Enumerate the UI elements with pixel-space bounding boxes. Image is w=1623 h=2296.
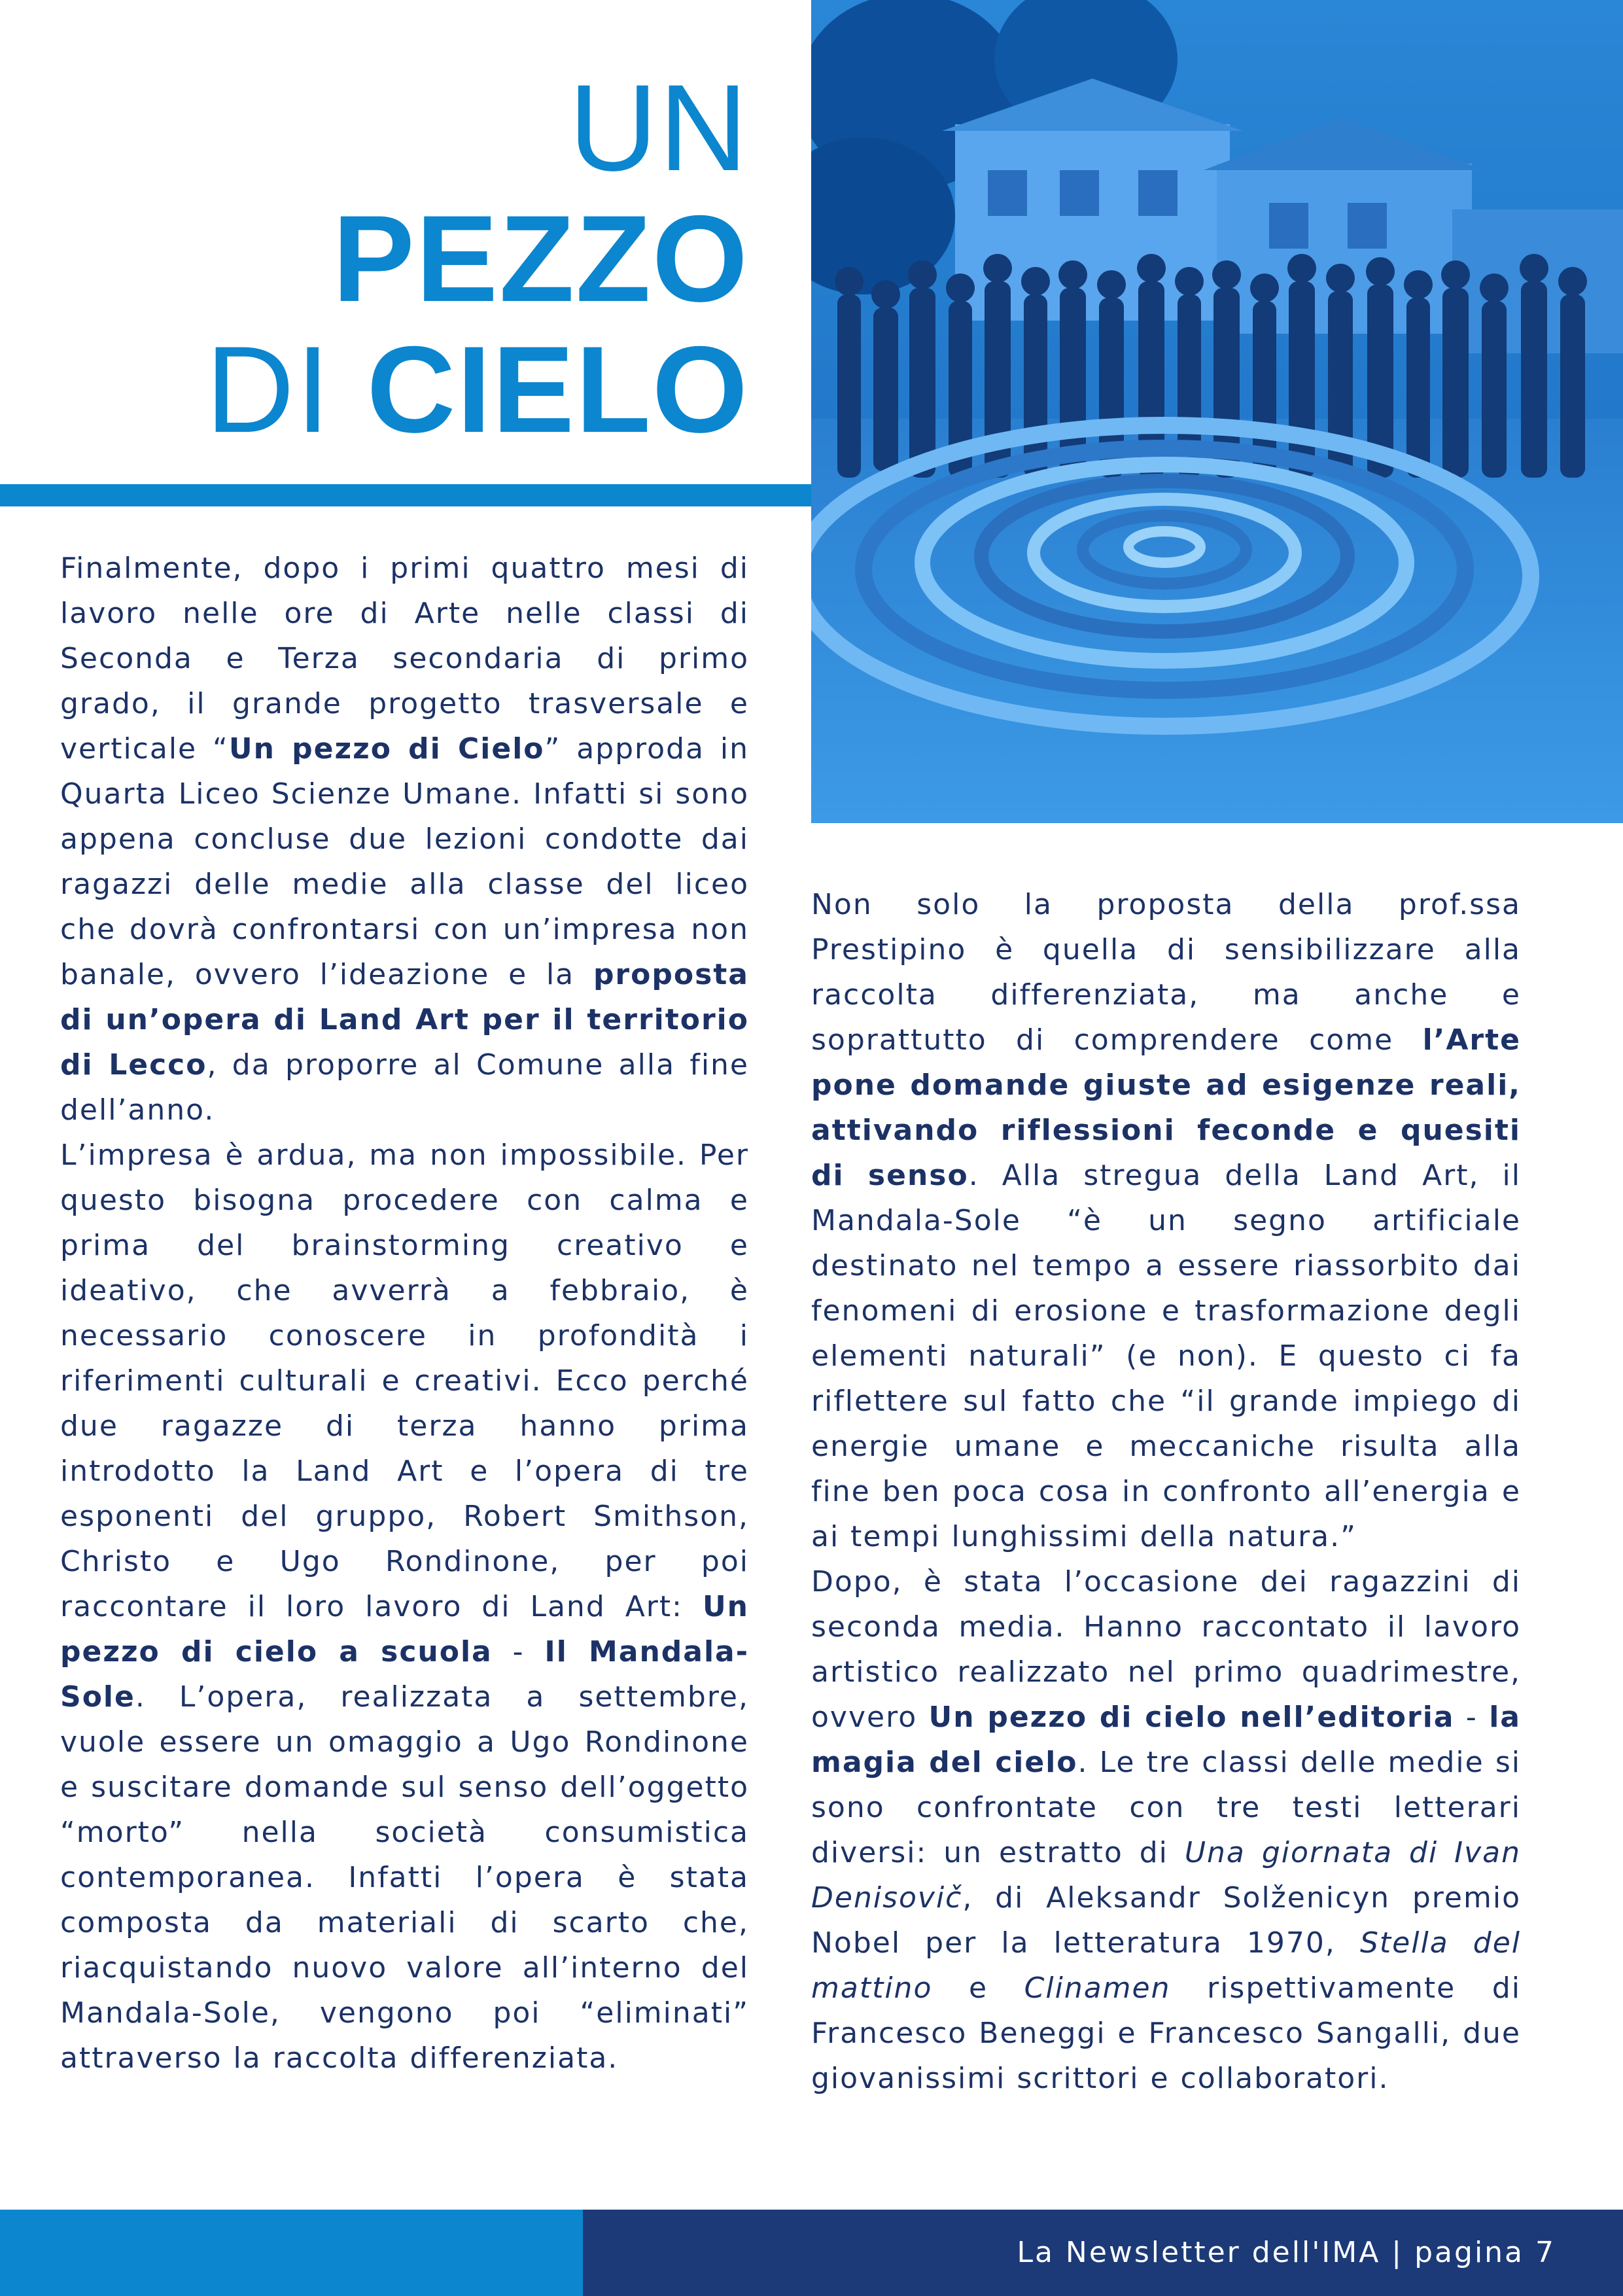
text-run: , da proporre al Comune alla fine dell’anno. bbox=[60, 1048, 750, 1127]
bold-run: proposta di un’opera di Land Art per il territorio di Lecco bbox=[60, 958, 749, 1082]
text-run: Non solo la proposta della prof.ssa Prestipino è quella di sensibilizzare alla raccolta differenziata, ma anche e soprattutto di comprendere come bbox=[811, 888, 1521, 1057]
article-paragraph bbox=[811, 1559, 1521, 2101]
text-run: ” approda in Quarta Liceo Scienze Umane. Infatti si sono appena concluse due lezioni condotte dai ragazzi delle medie alla classe del liceo che dovrà confrontarsi con un’impresa non banale, ovvero l’ideazione e la bbox=[60, 732, 750, 991]
italic-run: Clinamen bbox=[1024, 1971, 1171, 2005]
title-rule bbox=[0, 484, 811, 506]
text-run: rispettivamente di Francesco Beneggi e Francesco Sangalli, due giovanissimi scrittori e collaboratori. bbox=[811, 1971, 1521, 2095]
bold-run: Un pezzo di cielo a scuola bbox=[60, 1590, 749, 1669]
title-word-cielo: CIELO bbox=[366, 321, 749, 458]
article-right-column bbox=[811, 882, 1521, 2101]
text-run: - bbox=[1454, 1701, 1490, 1734]
article-paragraph bbox=[60, 546, 749, 1133]
bold-run: l’Arte pone domande giuste ad esigenze reali, attivando riflessioni feconde e quesiti di senso bbox=[811, 1023, 1521, 1192]
title-line-1: UN bbox=[568, 59, 749, 196]
text-run: , di Aleksandr Solženicyn premio Nobel per la letteratura 1970, bbox=[811, 1881, 1521, 1960]
text-run: e bbox=[932, 1971, 1024, 2005]
title-line-3 bbox=[0, 321, 749, 458]
footer-page-label: La Newsletter dell'IMA | pagina 7 bbox=[1017, 2236, 1556, 2269]
article-left-column bbox=[60, 546, 749, 2081]
article-paragraph bbox=[811, 882, 1521, 1559]
text-run: . Le tre classi delle medie si sono confrontate con tre testi letterari diversi: un estratto di bbox=[811, 1746, 1521, 1869]
footer-bar bbox=[583, 2210, 1623, 2296]
title-line-2 bbox=[0, 190, 749, 327]
bold-run: la magia del cielo bbox=[811, 1701, 1521, 1779]
bold-run: Un pezzo di Cielo bbox=[228, 732, 545, 766]
text-run: Finalmente, dopo i primi quattro mesi di lavoro nelle ore di Arte nelle classi di Seconda e Terza secondaria di primo grado, il grande progetto trasversale e verticale “ bbox=[60, 552, 749, 766]
text-run: . Alla stregua della Land Art, il Mandala-Sole “è un segno artificiale destinato nel tempo a essere riassorbito dai fenomeni di erosione e trasformazione degli elementi naturali” (e non). E questo ci fa riflettere sul fatto che “il grande impiego di energie umane e meccaniche risulta alla fine ben poca cosa in confronto all’energia e ai tempi lunghissimi della natura.” bbox=[811, 1159, 1521, 1553]
bold-run: Un pezzo di cielo nell’editoria bbox=[928, 1701, 1455, 1734]
italic-run: Stella del mattino bbox=[811, 1926, 1522, 2005]
text-run: . L’opera, realizzata a settembre, vuole essere un omaggio a Ugo Rondinone e suscitare domande sul senso dell’oggetto “morto” nella società consumistica contemporanea. Infatti l’opera è stata composta da materiali di scarto che, riacquistando nuovo valore all’interno del Mandala-Sole, vengono poi “eliminati” attraverso la raccolta differenziata. bbox=[60, 1680, 749, 2075]
title-word-di: DI bbox=[205, 321, 332, 458]
text-run: - bbox=[492, 1635, 545, 1669]
italic-run: Una giornata di Ivan Denisovič bbox=[811, 1836, 1522, 1915]
article-paragraph bbox=[60, 1133, 749, 2081]
text-run: L’impresa è ardua, ma non impossibile. Per questo bisogna procedere con calma e prima del brainstorming creativo e ideativo, che avverrà a febbraio, è necessario conoscere in profondità i riferimenti culturali e creativi. Ecco perché due ragazze di terza hanno prima introdotto la Land Art e l’opera di tre esponenti del gruppo, Robert Smithson, Christo e Ugo Rondinone, per poi raccontare il loro lavoro di Land Art: bbox=[60, 1139, 749, 1623]
text-run: Dopo, è stata l’occasione dei ragazzini di seconda media. Hanno raccontato il lavoro artistico realizzato nel primo quadrimestre, ovvero bbox=[811, 1565, 1521, 1734]
bold-run: Il Mandala-Sole bbox=[60, 1635, 749, 1714]
page-title bbox=[0, 59, 749, 458]
class-mandala-photo bbox=[811, 0, 1623, 823]
footer-accent-bar bbox=[0, 2210, 583, 2296]
title-word-pezzo: PEZZO bbox=[332, 190, 749, 327]
photo-illustration-icon bbox=[811, 0, 1623, 823]
